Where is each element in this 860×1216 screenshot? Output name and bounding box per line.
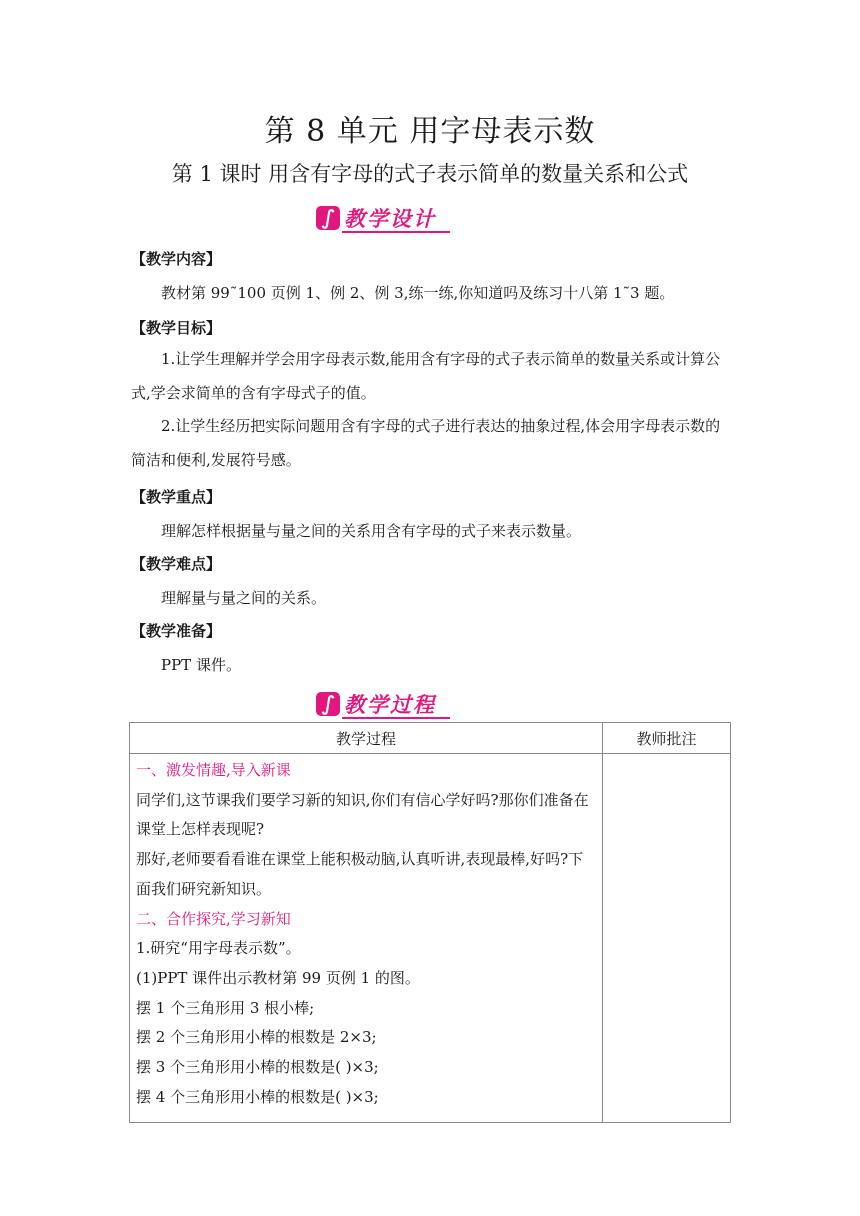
header-process: 教学过程 <box>130 723 603 754</box>
swirl-logo-icon: ഽ <box>316 692 340 716</box>
section-heading-line: 一、激发情趣,导入新课 <box>136 761 291 779</box>
process-table <box>129 722 731 1123</box>
banner-underline <box>342 231 450 233</box>
prep-text: PPT 课件。 <box>161 656 241 674</box>
content-text: 教材第 99˜100 页例 1、例 2、例 3,练一练,你知道吗及练习十八第 1˜3 题。 <box>161 284 675 302</box>
banner-label: 教学过程 <box>344 693 436 717</box>
prep-heading: 【教学准备】 <box>131 622 222 640</box>
keypoint-heading: 【教学重点】 <box>131 488 222 506</box>
goals-heading: 【教学目标】 <box>131 319 222 337</box>
lesson-subtitle: 第 1 课时 用含有字母的式子表示简单的数量关系和公式 <box>171 162 689 186</box>
process-cell <box>130 754 603 1123</box>
process-line: 摆 4 个三角形用小棒的根数是( )×3; <box>136 1087 379 1106</box>
swirl-logo-icon: ഽ <box>316 206 340 230</box>
process-line: 摆 3 个三角形用小棒的根数是( )×3; <box>136 1058 379 1077</box>
goal-2: 2.让学生经历把实际问题用含有字母的式子进行表达的抽象过程,体会用字母表示数的简洁和便利,发展符号感。 <box>131 417 721 469</box>
keypoint-text: 理解怎样根据量与量之间的关系用含有字母的式子来表示数量。 <box>161 522 582 540</box>
banner-teaching-design <box>316 204 450 232</box>
process-line: 那好,老师要看看谁在课堂上能积极动脑,认真听讲,表现最棒,好吗?下面我们研究新知识。 <box>136 850 584 898</box>
table-row <box>130 754 731 1123</box>
process-line: 1.研究“用字母表示数”。 <box>136 939 301 958</box>
page-title: 第 8 单元 用字母表示数 <box>264 114 596 149</box>
notes-cell <box>603 754 731 1123</box>
banner-underline <box>342 717 450 719</box>
table-header-row <box>130 723 731 754</box>
process-line: (1)PPT 课件出示教材第 99 页例 1 的图。 <box>136 968 420 987</box>
process-line: 摆 2 个三角形用小棒的根数是 2×3; <box>136 1028 377 1047</box>
process-content <box>130 754 602 1122</box>
process-line: 同学们,这节课我们要学习新的知识,你们有信心学好吗?那你们准备在课堂上怎样表现呢? <box>136 790 589 839</box>
content-heading: 【教学内容】 <box>131 250 222 268</box>
goal-1: 1.让学生理解并学会用字母表示数,能用含有字母的式子表示简单的数量关系或计算公式,学会求简单的含有字母式子的值。 <box>131 350 721 402</box>
difficulty-heading: 【教学难点】 <box>131 555 222 573</box>
banner-teaching-process <box>316 690 450 718</box>
difficulty-text: 理解量与量之间的关系。 <box>161 589 327 607</box>
process-line: 摆 1 个三角形用 3 根小棒; <box>136 998 315 1017</box>
header-notes: 教师批注 <box>603 723 731 754</box>
section-heading-line: 二、合作探究,学习新知 <box>136 909 291 928</box>
banner-label: 教学设计 <box>344 207 436 231</box>
